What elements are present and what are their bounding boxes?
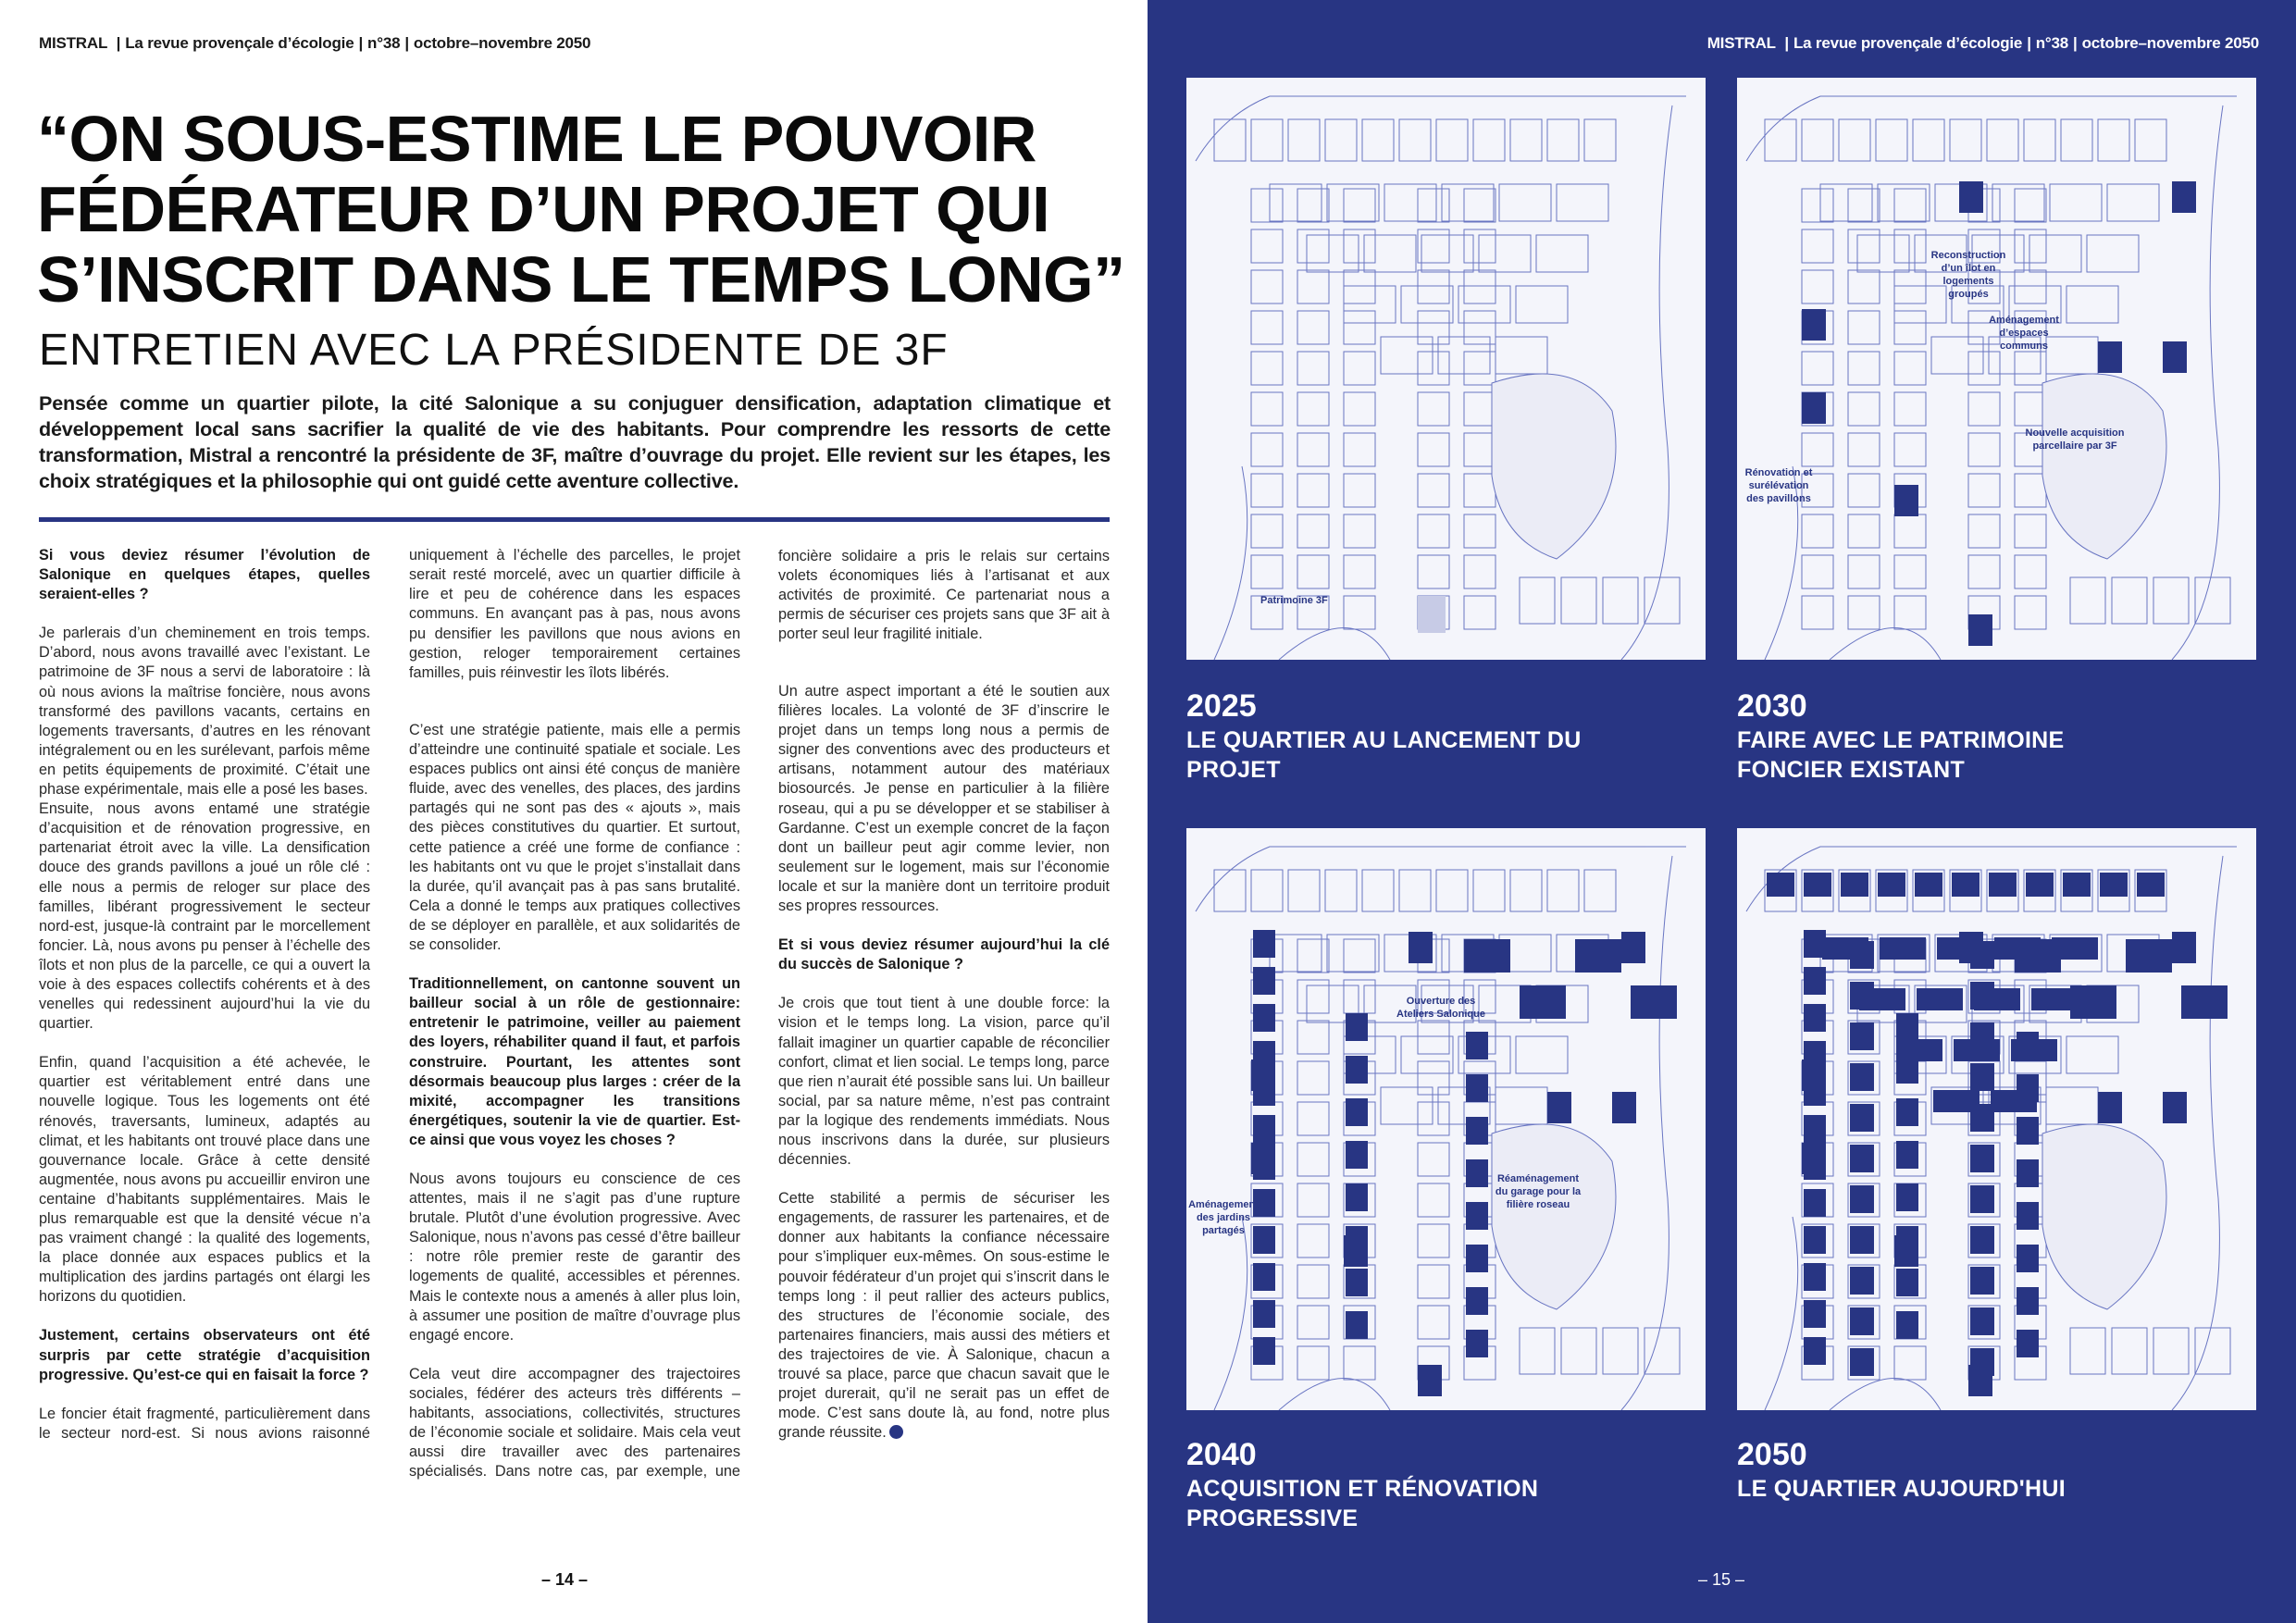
renovated-building	[2172, 932, 2196, 963]
renovated-building	[1970, 1348, 1994, 1376]
title-divider	[39, 517, 1110, 522]
renovated-building	[1804, 1078, 1826, 1106]
renovated-building	[1850, 1104, 1874, 1132]
caption-text: LE QUARTIER AU LANCEMENT DU PROJET	[1186, 727, 1582, 783]
renovated-building	[1952, 873, 1980, 897]
renovated-building	[1466, 1287, 1488, 1315]
caption-2030	[1737, 688, 2172, 785]
right-page	[1148, 0, 2296, 1623]
renovated-building	[1970, 1267, 1994, 1295]
end-of-article-dot-icon	[889, 1425, 903, 1439]
renovated-building	[2063, 873, 2091, 897]
page-number-right: – 15 –	[1698, 1570, 1745, 1589]
map-2030	[1737, 78, 2256, 660]
renovated-building	[1850, 1226, 1874, 1254]
article-subtitle: ENTRETIEN AVEC LA PRÉSIDENTE DE 3F	[39, 326, 949, 375]
renovated-building	[1466, 1074, 1488, 1102]
renovated-building	[1896, 1013, 1918, 1041]
map-annotation: Réaménagement du garage pour la filière roseau	[1495, 1173, 1582, 1210]
renovated-building	[1804, 967, 1826, 995]
renovated-building	[1346, 1056, 1368, 1084]
renovated-building	[1989, 873, 2017, 897]
map-2040	[1186, 828, 1706, 1410]
highlighted-buildings	[1418, 596, 1446, 633]
renovated-building	[2017, 1159, 2039, 1187]
renovated-building	[2172, 181, 2196, 213]
grouped-housing	[1991, 1090, 2037, 1112]
renovated-building	[2137, 873, 2165, 897]
renovated-building	[1850, 1185, 1874, 1213]
renovated-building	[1804, 1263, 1826, 1291]
renovated-building	[1418, 1365, 1442, 1396]
renovated-building	[1915, 873, 1942, 897]
renovated-building	[1970, 1104, 1994, 1132]
renovated-building	[1896, 1141, 1918, 1169]
caption-text: FAIRE AVEC LE PATRIMOINE FONCIER EXISTANT	[1737, 727, 2065, 783]
question-3: Traditionnellement, on cantonne souvent un bailleur social à un rôle de gestionnaire: entretenir le patrimoine, veiller au paiement des loyers, réhabiliter quand il faut, et parfois construire. Pourtant, les attentes sont désormais beaucoup plus larges : créer de la mixité, accompagner les transitions énergétiques, soutenir la vie de quartier. Est-ce ainsi que vous voyez les choses ?	[409, 975, 740, 1148]
renovated-building	[1346, 1013, 1368, 1041]
grouped-housing	[2181, 985, 2228, 1019]
renovated-building	[1896, 1098, 1918, 1126]
renovated-building	[1970, 1063, 1994, 1091]
renovated-building	[1896, 1226, 1918, 1254]
magazine-name: MISTRAL	[1706, 34, 1776, 52]
map-annotation: Rénovation et surélévation des pavillons	[1744, 467, 1813, 504]
renovated-building	[1547, 1092, 1571, 1123]
map-background	[1186, 78, 1706, 660]
answer-3-paragraph-2: Cela veut dire accompagner des trajectoires sociales, fédérer des acteurs très différents –habitants, associations, collectivités, structures de l’économie sociale et solidaire. Mais cela veut aussi dire travailler avec des partenaires spécialisés. Dans notre cas, par exemple, une	[409, 1365, 740, 1481]
heritage-block	[1418, 596, 1446, 633]
caption-2025	[1186, 688, 1621, 785]
map-2025	[1186, 78, 1706, 660]
renovated-building	[1253, 967, 1275, 995]
renovated-building	[2017, 1330, 2039, 1357]
renovated-building	[1896, 1183, 1918, 1211]
renovated-building	[1850, 1307, 1874, 1335]
caption-text: ACQUISITION ET RÉNOVATION PROGRESSIVE	[1186, 1476, 1539, 1531]
renovated-building	[1804, 1226, 1826, 1254]
issue-number: n°38	[367, 34, 401, 52]
renovated-building	[1850, 941, 1874, 969]
renovated-building	[1804, 1004, 1826, 1032]
renovated-building	[2026, 873, 2054, 897]
renovated-building	[1804, 1189, 1826, 1217]
caption-2050	[1737, 1437, 2172, 1504]
renovated-building	[1850, 1267, 1874, 1295]
answer-4-paragraph-2-text: Cette stabilité a permis de sécuriser les engagements, de rassurer les partenaires, et de donner aux habitants la confiance nécessaire pour s’impliquer eux-mêmes. On sous-estime le pouvoir fédérateur d’un projet qui s’inscrit dans le temps long : il peut rallier des acteurs publics, des structures de l’économie sociale, des partenaires financiers, mais aussi des métiers et des trajectoires de vie. À Salonique, chacun a trouvé sa place, parce que chacun savait que le projet durerait, qu’il ne serait pas un effet de mode. C’est sans doute là, au fond, notre plus grande réussite.	[778, 1190, 1110, 1442]
renovated-building	[1253, 1152, 1275, 1180]
renovated-building	[2163, 341, 2187, 373]
grouped-housing	[1994, 937, 2041, 960]
renovated-building	[1253, 1263, 1275, 1291]
grouped-housing	[1520, 985, 1566, 1019]
renovated-building	[2163, 1092, 2187, 1123]
renovated-building	[1253, 1004, 1275, 1032]
grouped-housing	[2126, 939, 2172, 973]
renovated-building	[1346, 1311, 1368, 1339]
grouped-housing	[1880, 937, 1926, 960]
renovated-building	[1970, 1145, 1994, 1172]
map-annotation: Aménagement d’espaces communs	[1989, 315, 2059, 352]
renovated-building	[1346, 1141, 1368, 1169]
answer-3-paragraph-3: Un autre aspect important a été le soutien aux filières locales. La volonté de 3F d’inscrire le projet dans un temps long nous a permis de signer des conventions avec des producteurs et artisans, notamment autour des matériaux biosourcés. Je pense en particulier à la filière roseau, qui a pu se développer et se stabiliser à Gardanne. C’est un exemple concret de la façon dont un bailleur peut agir comme levier, non seulement sur le logement, mais sur l’économie locale et sur la manière dont un territoire produit ses propres ressources.	[778, 683, 1110, 915]
renovated-building	[1970, 1307, 1994, 1335]
renovated-building	[1896, 1269, 1918, 1296]
answer-3-paragraph-2-continued	[778, 546, 1110, 663]
renovated-building	[1346, 1269, 1368, 1296]
question-2: Justement, certains observateurs ont été surpris par cette stratégie d’acquisition progressive. Qu’est-ce qui en faisait la force ?	[39, 1327, 370, 1383]
renovated-building	[1804, 1152, 1826, 1180]
renovated-building	[1804, 1041, 1826, 1069]
continued-text: uniquement à l’échelle des parcelles, le projet serait resté morcelé, avec un quartier difficile à lire et peu de cohérence dans les espaces communs. En avançant pas à pas, nous avons pu densifier les pavillons que nous avions en gestion, reloger temporairement certaines familles, puis réinvestir les îlots libérés.	[409, 547, 740, 681]
map-2040-drawing	[1186, 828, 1706, 1410]
renovated-building	[1804, 1337, 1826, 1365]
map-2030-drawing	[1737, 78, 2256, 660]
renovated-building	[1802, 309, 1826, 341]
map-2025-drawing	[1186, 78, 1706, 660]
renovated-building	[1968, 614, 1992, 646]
renovated-building	[2017, 1117, 2039, 1145]
renovated-building	[1253, 1337, 1275, 1365]
answer-2-paragraph-1-continued	[409, 546, 740, 701]
answer-4-paragraph-1: Je crois que tout tient à une double force: la vision et le temps long. La vision, parce qu’il fallait imaginer un quartier capable de réconcilier confort, climat et lien social. Le temps long, parce que rien n’aurait été possible sans lui. Un bailleur social, par sa nature même, n’est pas contraint par la logique des rendements immédiats. Nous nous inscrivons dans la durée, sur plusieurs décennies.	[778, 995, 1110, 1169]
issue-date: octobre–novembre 2050	[2081, 34, 2259, 52]
magazine-tagline: La revue provençale d’écologie	[125, 34, 354, 52]
grouped-housing	[1896, 1039, 1942, 1061]
grouped-housing	[1917, 988, 1963, 1010]
grouped-housing	[1575, 939, 1621, 973]
renovated-building	[1346, 1183, 1368, 1211]
issue-date: octobre–novembre 2050	[413, 34, 591, 52]
renovated-building	[2017, 1245, 2039, 1272]
renovated-building	[1970, 982, 1994, 1010]
map-2050-drawing	[1737, 828, 2256, 1410]
map-annotation: Nouvelle acquisition parcellaire par 3F	[2025, 427, 2125, 452]
renovated-building	[1970, 1185, 1994, 1213]
renovated-building	[1878, 873, 1905, 897]
renovated-building	[1253, 930, 1275, 958]
renovated-building	[1804, 1115, 1826, 1143]
renovated-building	[1346, 1098, 1368, 1126]
question-4: Et si vous deviez résumer aujourd’hui la clé du succès de Salonique ?	[778, 936, 1110, 973]
text-column-3	[778, 546, 1110, 1462]
text-column-2	[409, 546, 740, 1501]
answer-2-paragraph-2: C’est une stratégie patiente, mais elle a permis d’atteindre une continuité spatiale et sociale. Les espaces publics ont ainsi été conçus de manière fluide, avec des venelles, des places, des jardins partagés qui ne sont pas des « ajouts », mais des pièces constitutives du quartier. Et surtout, cette patience a créé une forme de confiance : les habitants ont vu que le projet s’installait dans la durée, qu’il avançait pas à pas sans brutalité. Cela a donné le temps aux pratiques collectives de se déployer en parallèle, et aux solidarités de se consolider.	[409, 722, 740, 954]
map-annotation: Reconstruction d’un îlot en logements groupés	[1930, 250, 2006, 300]
renovated-building	[1612, 1092, 1636, 1123]
renovated-building	[1850, 1063, 1874, 1091]
renovated-building	[1970, 1022, 1994, 1050]
renovated-building	[1850, 982, 1874, 1010]
renovated-building	[2017, 1287, 2039, 1315]
renovated-building	[1804, 1300, 1826, 1328]
renovated-building	[1466, 1032, 1488, 1059]
renovated-building	[1466, 1245, 1488, 1272]
renovated-building	[1959, 181, 1983, 213]
renovated-building	[1850, 1348, 1874, 1376]
magazine-tagline: La revue provençale d’écologie	[1793, 34, 2023, 52]
map-2050	[1737, 828, 2256, 1410]
answer-1-paragraph-2: Ensuite, nous avons entamé une stratégie d’acquisition et de rénovation progressive, en partenariat étroit avec la ville. La densification douce des grands pavillons a joué un rôle clé : elle nous a permis de reloger sur place des familles, libérant progressivement le secteur nord-est, jusque-là contraint par le morcellement foncier. Là, nous avons pu penser à l’échelle des îlots et non plus de la parcelle, ce qui a ouvert la voie à des espaces collectifs cohérents et à des venelles qui redessinent aujourd’hui la vie du quartier.	[39, 800, 370, 1033]
renovated-building	[1466, 1159, 1488, 1187]
grouped-housing	[2011, 1039, 2057, 1061]
renovated-building	[2100, 873, 2128, 897]
running-head-left: MISTRAL | La revue provençale d’écologie | n°38 | octobre–novembre 2050	[39, 34, 591, 52]
answer-1-paragraph-1: Je parlerais d’un cheminement en trois temps. D’abord, nous avons travaillé avec l’existant. Le patrimoine de 3F nous a servi de laboratoire : là où nous avions la maîtrise foncière, nous avons transformé des pavillons vacants, certains en logements traversants, d’autres en les rénovant intégralement ou en les surélevant, parfois même en petits équipements de proximité. C’était une phase expérimentale, mais elle a posé les bases.	[39, 625, 370, 799]
caption-year: 2030	[1737, 688, 1807, 724]
article-lead: Pensée comme un quartier pilote, la cité Salonique a su conjuguer densification, adaptation climatique et développement local sans sacrifier la qualité de vie des habitants. Pour comprendre les ressorts de cette transformation, Mistral a rencontré la présidente de 3F, maître d’ouvrage du projet. Elle revient sur les étapes, les choix stratégiques et la philosophie qui ont guidé cette aventure collective.	[39, 391, 1111, 492]
answer-4-paragraph-2	[778, 1189, 1110, 1443]
caption-year: 2025	[1186, 688, 1257, 724]
map-annotation: Aménagement des jardins partagés	[1188, 1199, 1259, 1236]
continued-text: foncière solidaire a pris le relais sur certains volets économiques liés à l’artisanat et aux activités de proximité. Ce partenariat nous a permis de sécuriser ces projets sans que 3F ait à porter seul leur fragilité initiale.	[778, 547, 1110, 642]
renovated-building	[1896, 1311, 1918, 1339]
grouped-housing	[2052, 937, 2098, 960]
caption-year: 2050	[1737, 1437, 1807, 1472]
renovated-building	[1466, 1330, 1488, 1357]
renovated-building	[1253, 1115, 1275, 1143]
renovated-building	[1621, 932, 1645, 963]
caption-2040	[1186, 1437, 1621, 1533]
issue-number: n°38	[2035, 34, 2069, 52]
renovated-building	[1970, 1226, 1994, 1254]
caption-year: 2040	[1186, 1437, 1257, 1472]
caption-text: LE QUARTIER AUJOURD'HUI	[1737, 1476, 2066, 1502]
renovated-building	[1804, 873, 1831, 897]
text-column-1	[39, 546, 370, 1463]
renovated-building	[1466, 1117, 1488, 1145]
renovated-building	[1253, 1300, 1275, 1328]
renovated-building	[2098, 1092, 2122, 1123]
answer-1-paragraph-3: Enfin, quand l’acquisition a été achevée, le quartier est véritablement entré dans une nouvelle logique. Tous les logements ont été rénovés, traversants, lumineux, adaptés au climat, et les habitants ont trouvé place dans une gouvernance locale. Grâce à cette densité augmentée, nous avons pu accueillir environ une centaine d’habitants supplémentaires. Mais le plus remarquable est que la densité vécue n’a pas vraiment changé : la qualité des logements, la place donnée aux espaces publics et la multiplication des jardins partagés ont élargi les horizons du quotidien.	[39, 1054, 370, 1306]
renovated-building	[1253, 1041, 1275, 1069]
answer-2-paragraph-1: Le foncier était fragmenté, particulièrement dans le secteur nord-est. Si nous avions raisonné	[39, 1405, 370, 1442]
article-title: “ON SOUS-ESTIME LE POUVOIR FÉDÉRATEUR D’UN PROJET QUI S’INSCRIT DANS LE TEMPS LONG”	[37, 103, 1125, 316]
map-annotation: Ouverture des Ateliers Salonique	[1396, 996, 1485, 1020]
renovated-building	[1346, 1226, 1368, 1254]
renovated-building	[1894, 485, 1918, 516]
renovated-building	[1841, 873, 1868, 897]
map-annotation: Patrimoine 3F	[1260, 595, 1328, 606]
running-head-right: MISTRAL | La revue provençale d’écologie | n°38 | octobre–novembre 2050	[1706, 34, 2259, 52]
renovated-building	[1409, 932, 1433, 963]
magazine-name: MISTRAL	[39, 34, 108, 52]
renovated-building	[1466, 1202, 1488, 1230]
renovated-building	[1253, 1078, 1275, 1106]
renovated-building	[1970, 941, 1994, 969]
renovated-building	[2098, 341, 2122, 373]
page-number-left: – 14 –	[541, 1570, 589, 1589]
question-1: Si vous deviez résumer l’évolution de Salonique en quelques étapes, quelles seraient-elles ?	[39, 547, 370, 603]
renovated-building	[1850, 1145, 1874, 1172]
answer-3-paragraph-1: Nous avons toujours eu conscience de ces attentes, mais il ne s’agit pas d’une rupture brutale. Plutôt d’une évolution progressive. Avec Salonique, nous n’avons pas cessé d’être bailleur : notre rôle premier reste de garantir des logements de qualité, accessibles et pérennes. Mais le contexte nous a amenés à aller plus loin, à assumer une position de maître d’ouvrage plus engagé encore.	[409, 1170, 740, 1344]
renovated-building	[1767, 873, 1794, 897]
grouped-housing	[2031, 988, 2078, 1010]
grouped-housing	[1464, 939, 1510, 973]
grouped-housing	[1631, 985, 1677, 1019]
renovated-building	[1802, 392, 1826, 424]
renovated-building	[2017, 1202, 2039, 1230]
renovated-building	[1850, 1022, 1874, 1050]
